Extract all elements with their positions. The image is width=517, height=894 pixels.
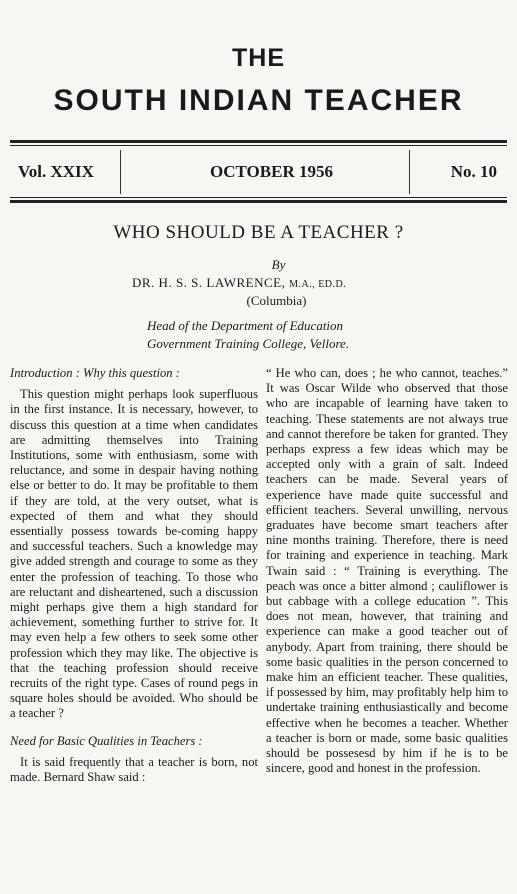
affiliation-line-1: Head of the Department of Education xyxy=(147,318,344,333)
issue-number: No. 10 xyxy=(450,162,497,181)
paragraph-introduction: This question might perhaps look superfluous in the first instance. It is necessary, however, to discuss this question at a time when candidates are admitting themselves into Training Institutions, some with enthusiasm, some with reluctance, and some in despair having nothing else or better to do. It may be profitable to them if they are told, at the very outset, what is expected of them and what they should essentially possess towards be-coming happy and successful teachers. Such a knowledge may give added strength and courage to some as they enter the profession of teaching. To those who are reluctant and disheartened, such a discussion might perhaps give them a high standard for achievement, something further to strive for. It may even help a few others to seek some other profession which they may like. The objective is that the teaching profession should receive recruits of the right type. Cases of round pegs in square holes should be avoided. Who should be a teacher ? xyxy=(10,387,258,721)
section-heading-introduction: Introduction : Why this question : xyxy=(10,366,180,380)
top-rule-thick xyxy=(10,140,507,143)
masthead-the: THE xyxy=(232,44,285,72)
divider-left xyxy=(120,150,121,194)
author-name xyxy=(132,275,346,291)
article-title: WHO SHOULD BE A TEACHER ? xyxy=(113,222,404,243)
right-column xyxy=(266,366,508,776)
issue-date: OCTOBER 1956 xyxy=(210,162,333,181)
author-institution: (Columbia) xyxy=(246,293,307,308)
author-degrees: M.A., ED.D. xyxy=(289,279,347,290)
top-rule-thin xyxy=(10,145,507,146)
bottom-rule-thin xyxy=(10,197,507,198)
bottom-rule-thick xyxy=(10,200,507,203)
affiliation-line-2: Government Training College, Vellore. xyxy=(147,336,350,351)
paragraph-quotes: “ He who can, does ; he who cannot, teaches.” It was Oscar Wilde who observed that those who are incapable of learning have taken to teaching. These statements are not always true and cannot therefore be taken for granted. They perhaps express a few ideas which may be accepted only with a grain of salt. Indeed teachers can be made. Several years of experience have made quite successful and efficient teachers. Several unwilling, nervous graduates have become smart teachers after nine months training. Therefore, there is need for training and experience in teaching. Mark Twain said : “ Training is everything. The peach was once a bitter almond ; cauliflower is but cabbage with a college education ”. This does not mean, however, that training and experience can make a good teacher out of anybody. Apart from training, there should be some basic qualities in the person concerned to make him an efficient teacher. These qualities, if possessed by him, may profitably help him to undertake training enthusiastically and become effective when he becomes a teacher. Whether a teacher is born or made, some basic qualities should be possesesd by him if he is to be sincere, good and honest in the profession. xyxy=(266,366,508,776)
author-name-text: DR. H. S. S. LAWRENCE, xyxy=(132,275,286,290)
paragraph-born-not-made: It is said frequently that a teacher is born, not made. Bernard Shaw said : xyxy=(10,754,258,785)
journal-title: SOUTH INDIAN TEACHER xyxy=(53,84,464,117)
left-column xyxy=(10,366,258,785)
section-heading-basic-qualities: Need for Basic Qualities in Teachers : xyxy=(10,733,203,748)
issue-info-row xyxy=(10,150,507,192)
byline-by: By xyxy=(271,257,286,272)
volume-number: Vol. XXIX xyxy=(18,162,94,181)
